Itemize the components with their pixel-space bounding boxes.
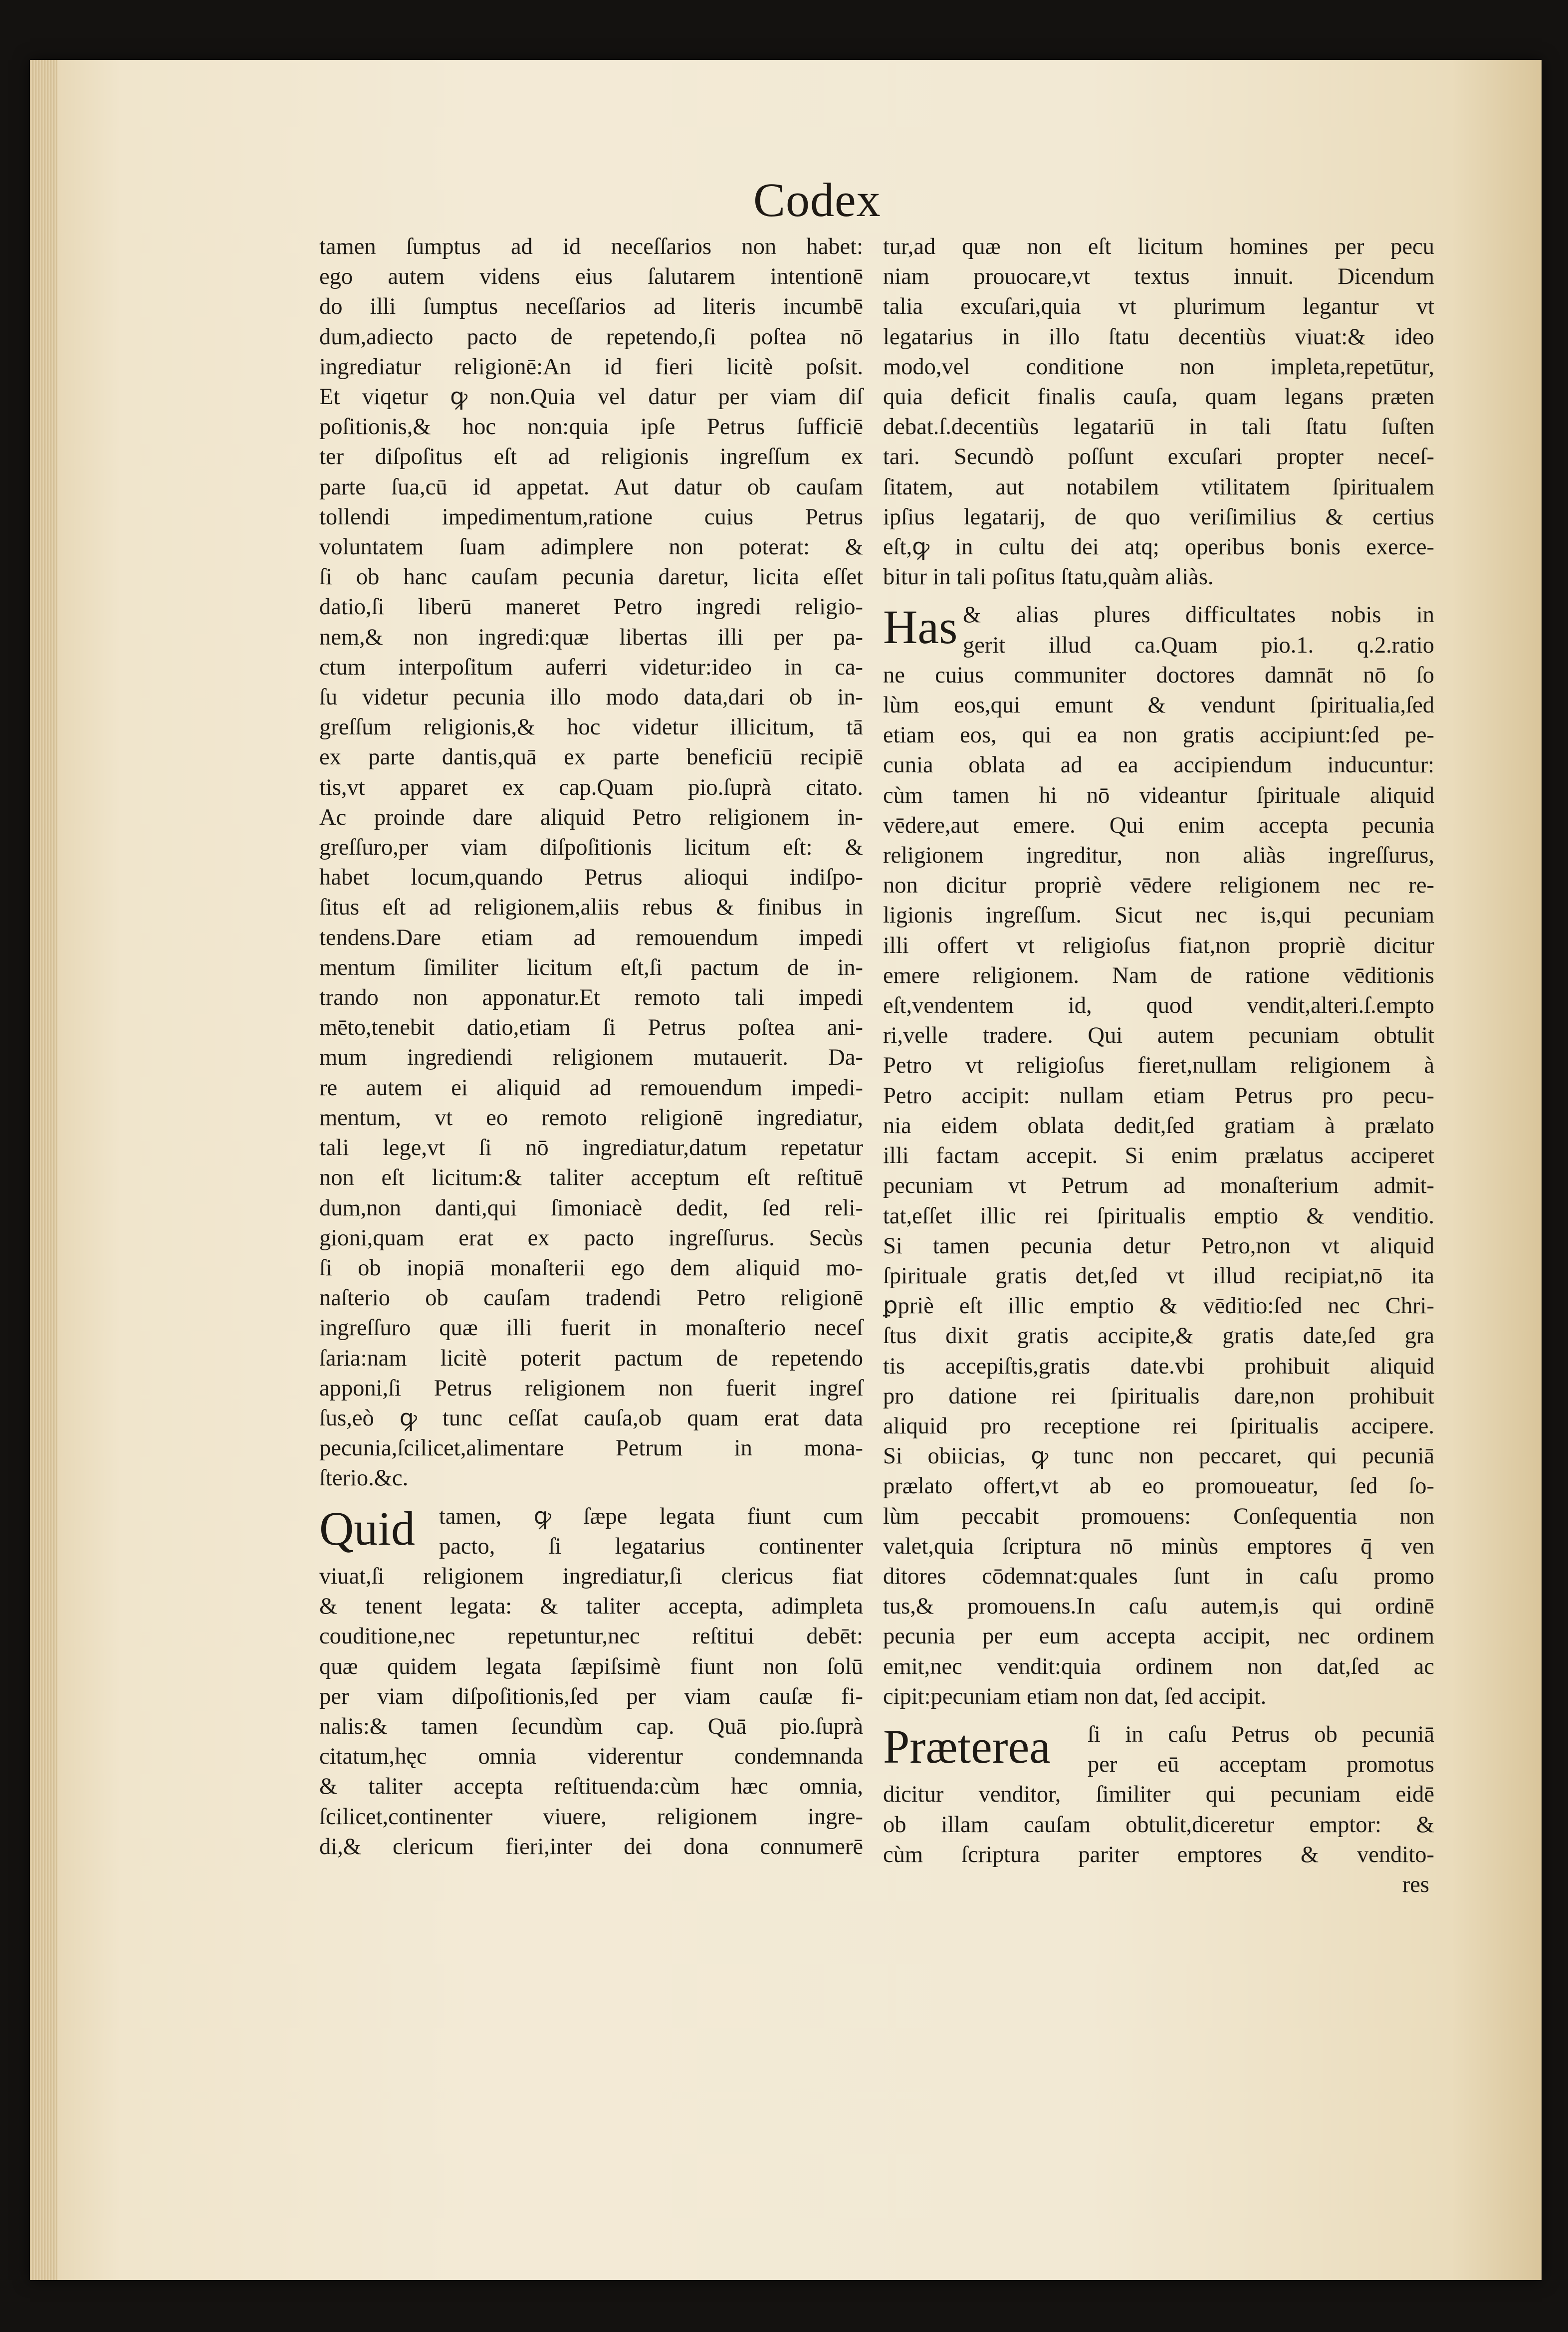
text-line: valet,quia ſcriptura nō minùs emptores q̄ ven [883,1533,1434,1559]
text-line: non dicitur propriè vēdere religionem nec re- [883,873,1434,899]
text-line: Petro vt religioſus fieret,nullam religionem à [883,1053,1434,1079]
drop-initial-praeterea: Præterea [883,1719,1051,1773]
text-line: ſus,eò ꝙ tunc ceſſat cauſa,ob quam erat data [319,1405,863,1431]
text-line: habet locum,quando Petrus alioqui indiſpo- [319,865,863,891]
text-line: per viam diſpoſitionis,ſed per viam cauſæ fi- [319,1683,863,1709]
text-line: ſi ob inopiā monaſterii ego dem aliquid mo- [319,1255,863,1281]
text-line: illi factam accepit. Si enim prælatus acciperet [883,1143,1434,1169]
text-line: ego autem videns eius ſalutarem intentionē [319,264,863,290]
text-line: ſtus dixit gratis accipite,& gratis date,ſed gra [883,1323,1434,1349]
text-line: tali lege,vt ſi nō ingrediatur,datum repetatur [319,1135,863,1161]
text-line: vēdere,aut emere. Qui enim accepta pecunia [883,812,1434,838]
text-line: ſi ob hanc cauſam pecunia daretur, licita eſſet [319,564,863,590]
text-line: illi offert vt religioſus fiat,non propriè dicitur [883,933,1434,958]
left-column-body-2 [319,1562,863,1862]
text-line: ſi in caſu Petrus ob pecuniā [1088,1721,1434,1747]
text-line: tur,ad quæ non eſt licitum homines per pecu [883,234,1434,259]
text-line: ex parte dantis,quā ex parte beneficiū recipiē [319,744,863,770]
text-line: debat.ſ.decentiùs legatariū in tali ſtatu ſuſten [883,414,1434,440]
text-line: lùm eos,qui emunt & vendunt ſpiritualia,ſed [883,693,1434,718]
catchword: res [1402,1871,1429,1897]
text-line: non eſt licitum:& taliter acceptum eſt reſtituē [319,1165,863,1191]
text-line: per eū acceptam promotus [1088,1752,1434,1778]
text-line: ter diſpoſitus eſt ad religionis ingreſſum ex [319,444,863,470]
right-initial-paragraph-2 [883,1720,1434,1780]
text-line: dum,non danti,qui ſimoniacè dedit, ſed reli- [319,1195,863,1221]
text-line: cipit:pecuniam etiam non dat, ſed accipit. [883,1683,1267,1709]
text-line: re autem ei aliquid ad remouendum impedi- [319,1075,863,1101]
text-line: legatarius in illo ſtatu decentiùs viuat:& ideo [883,324,1434,350]
text-line: & tenent legata: & taliter accepta, adimpleta [319,1594,863,1620]
text-line: dicitur venditor, ſimiliter qui pecuniam eidē [883,1782,1434,1808]
text-line: eſt,ꝙ in cultu dei atq; operibus bonis exerce- [883,534,1434,560]
text-line: tollendi impedimentum,ratione cuius Petrus [319,504,863,530]
text-line: ligionis ingreſſum. Sicut nec is,qui pecuniam [883,903,1434,929]
text-line: di,& clericum fieri,inter dei dona connumerē [319,1834,863,1860]
text-line: ſu videtur pecunia illo modo data,dari ob in- [319,685,863,710]
text-line: pecunia per eum accepta accipit, nec ordinem [883,1624,1434,1649]
text-line: tis accepiſtis,gratis date.vbi prohibuit aliquid [883,1353,1434,1379]
text-line: mentum, vt eo remoto religionē ingrediatur, [319,1105,863,1131]
text-line: datio,ſi liberū maneret Petro ingredi religio- [319,594,863,620]
text-line: ingreſſuro quæ illi fuerit in monaſterio neceſ [319,1315,863,1341]
text-line: tis,vt apparet ex cap.Quam pio.ſuprà citato. [319,774,863,800]
text-line: cùm ſcriptura pariter emptores & vendito- [883,1842,1434,1867]
running-head: Codex [753,173,881,227]
left-initial-paragraph [319,1502,863,1562]
left-column [319,232,863,1862]
text-line: tat,eſſet illic rei ſpiritualis emptio & venditio. [883,1203,1434,1229]
text-line: mentum ſimiliter licitum eſt,ſi pactum de in- [319,954,863,980]
text-line: mēto,tenebit datio,etiam ſi Petrus poſtea ani- [319,1015,863,1041]
text-line: religionem ingreditur, non aliàs ingreſſurus, [883,843,1434,869]
text-line: citatum,hęc omnia viderentur condemnanda [319,1744,863,1770]
text-line: eſt,vendentem id, quod vendit,alteri.ſ.empto [883,993,1434,1019]
text-line: ſterio.&c. [319,1465,409,1491]
text-line: ob illam cauſam obtulit,diceretur emptor: & [883,1812,1434,1838]
text-line: emit,nec vendit:quia ordinem non dat,ſed ac [883,1653,1434,1679]
text-line: lùm peccabit promouens: Conſequentia non [883,1503,1434,1529]
text-line: ne cuius communiter doctores damnāt nō ſo [883,662,1434,688]
text-line: tari. Secundò poſſunt excuſari propter neceſ- [883,444,1434,470]
text-line: cunia oblata ad ea accipiendum inducuntur: [883,752,1434,778]
text-line: nalis:& tamen ſecundùm cap. Quā pio.ſuprà [319,1713,863,1739]
text-line: poſitionis,& hoc non:quia ipſe Petrus ſufficiē [319,414,863,440]
text-line: viuat,ſi religionem ingrediatur,ſi clericus fiat [319,1563,863,1589]
right-initial-paragraph-1 [883,600,1434,660]
text-line: ꝑpriè eſt illic emptio & vēditio:ſed nec Chri- [883,1293,1434,1319]
text-line: ingrediatur religionē:An id fieri licitè poſsit. [319,354,863,380]
text-line: pacto, ſi legatarius continenter [439,1533,863,1559]
text-line: tus,& promouens.In caſu autem,is qui ordinē [883,1594,1434,1620]
text-line: pro datione rei ſpiritualis dare,non prohibuit [883,1383,1434,1409]
text-line: ditores cōdemnat:quales ſunt in caſu promo [883,1563,1434,1589]
text-line: Si tamen pecunia detur Petro,non vt aliquid [883,1233,1434,1259]
text-line: ſpirituale gratis det,ſed vt illud recipiat,nō ita [883,1263,1434,1289]
text-line: prælato offert,vt ab eo promoueatur, ſed ſo- [883,1473,1434,1499]
text-line: tendens.Dare etiam ad remouendum impedi [319,925,863,950]
left-column-body [319,232,863,1494]
text-line: emere religionem. Nam de ratione vēditionis [883,962,1434,988]
text-line: couditione,nec repetuntur,nec reſtitui debēt: [319,1624,863,1649]
book-page [30,60,1542,2280]
text-line: talia excuſari,quia vt plurimum legantur vt [883,294,1434,320]
text-line: etiam eos, qui ea non gratis accipiunt:ſed pe- [883,722,1434,748]
text-line: niam prouocare,vt textus innuit. Dicendum [883,264,1434,290]
text-line: naſterio ob cauſam tradendi Petro religionē [319,1285,863,1311]
text-line: Et viqetur ꝙ non.Quia vel datur per viam diſ [319,384,863,410]
text-line: aliquid pro receptione rei ſpiritualis accipere. [883,1413,1434,1439]
text-line: greſſuro,per viam diſpoſitionis licitum eſt: & [319,835,863,861]
text-line: tamen, ꝙ ſæpe legata fiunt cum [439,1503,863,1529]
drop-initial-has: Has [883,600,958,654]
text-line: tamen ſumptus ad id neceſſarios non habet: [319,234,863,259]
text-line: voluntatem ſuam adimplere non poterat: & [319,534,863,560]
text-line: gerit illud ca.Quam pio.1. q.2.ratio [963,632,1434,658]
right-column-body-2 [883,661,1434,1712]
text-line: nem,& non ingredi:quæ libertas illi per pa- [319,624,863,650]
text-line: trando non apponatur.Et remoto tali impedi [319,985,863,1011]
text-line: Ac proinde dare aliquid Petro religionem in- [319,804,863,830]
text-line: Petro accipit: nullam etiam Petrus pro pecu- [883,1083,1434,1109]
text-line: do illi ſumptus neceſſarios ad literis incumbē [319,294,863,320]
text-line: ſaria:nam licitè poterit pactum de repetendo [319,1345,863,1371]
text-line: ſitatem, aut notabilem vtilitatem ſpiritualem [883,474,1434,500]
text-line: dum,adiecto pacto de repetendo,ſi poſtea nō [319,324,863,350]
text-line: ſcilicet,continenter viuere, religionem ingre- [319,1804,863,1830]
text-line: nia eidem oblata dedit,ſed gratiam à prælato [883,1113,1434,1139]
text-line: pecuniam vt Petrum ad monaſterium admit- [883,1173,1434,1199]
text-line: gioni,quam erat ex pacto ingreſſurus. Secùs [319,1225,863,1251]
text-line: & alias plures difficultates nobis in [963,602,1434,628]
text-line: mum ingrediendi religionem mutauerit. Da- [319,1045,863,1071]
text-line: bitur in tali poſitus ſtatu,quàm aliàs. [883,564,1214,590]
text-line: quæ quidem legata ſæpiſsimè fiunt non ſolū [319,1653,863,1679]
text-line: ipſius legatarij, de quo veriſimilius & certius [883,504,1434,530]
text-line: cùm tamen hi nō videantur ſpirituale aliquid [883,782,1434,808]
right-column-body-3 [883,1780,1434,1870]
text-line: & taliter accepta reſtituenda:cùm hæc omnia, [319,1774,863,1800]
text-line: pecunia,ſcilicet,alimentare Petrum in mona- [319,1435,863,1461]
text-line: ſitus eſt ad religionem,aliis rebus & finibus in [319,895,863,921]
right-column-body [883,232,1434,592]
text-line: ri,velle tradere. Qui autem pecuniam obtulit [883,1023,1434,1049]
text-line: parte ſua,cū id appetat. Aut datur ob cauſam [319,474,863,500]
right-column [883,232,1434,1900]
text-line: quia deficit finalis cauſa, quam legans præten [883,384,1434,410]
drop-initial-quid: Quid [319,1501,415,1555]
text-line: modo,vel conditione non impleta,repetūtur, [883,354,1434,380]
text-line: apponi,ſi Petrus religionem non fuerit ingreſ [319,1375,863,1401]
text-line: ctum interpoſitum auferri videtur:ideo in ca- [319,654,863,680]
text-line: greſſum religionis,& hoc videtur illicitum, tā [319,714,863,740]
text-line: Si obiicias, ꝙ tunc non peccaret, qui pecuniā [883,1443,1434,1469]
page-edge-shadow [30,60,57,2280]
